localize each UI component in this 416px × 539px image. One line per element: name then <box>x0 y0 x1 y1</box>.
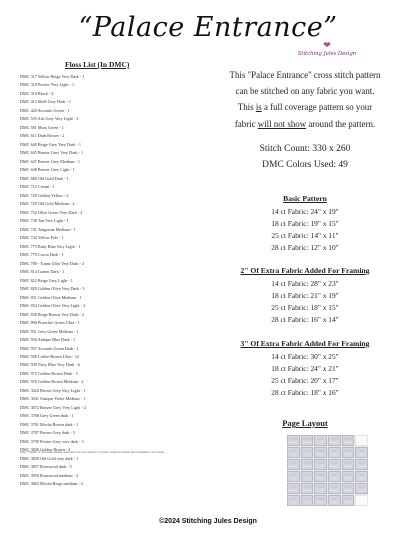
section-heading: 3" Of Extra Fabric Added For Framing <box>240 339 370 348</box>
floss-item: DMC 975 Golden Brown Dark - 3 <box>20 370 78 376</box>
fabric-size-row: 18 ct Fabric: 21" x 19" <box>271 291 339 301</box>
floss-item: DMC 647 Beaver Grey Medium - 1 <box>20 158 81 164</box>
floss-item: DMC 3781 Mocha Brown dark - 1 <box>20 421 79 427</box>
floss-item: DMC 712 Cream - 1 <box>20 184 55 190</box>
layout-page-thumbnail <box>342 447 355 458</box>
layout-page-thumbnail <box>355 495 368 506</box>
layout-page-thumbnail <box>314 435 327 446</box>
layout-page-thumbnail <box>301 495 314 506</box>
layout-page-thumbnail <box>355 459 368 470</box>
page-title: “Palace Entrance” <box>78 12 338 43</box>
floss-item: DMC 3858 Rosewood medium - 2 <box>20 472 79 478</box>
layout-page-thumbnail <box>328 483 341 494</box>
layout-page-thumbnail <box>328 447 341 458</box>
floss-item: DMC 413 Shell Grey Dark - 1 <box>20 99 71 105</box>
layout-page-thumbnail <box>328 471 341 482</box>
layout-page-thumbnail <box>355 483 368 494</box>
layout-page-thumbnail <box>301 435 314 446</box>
pattern-stats <box>204 141 406 173</box>
floss-footnote: (abbr) * Number of floss skeins needed is noted after each color based on 14 ct fabric, results are standard and are estimated to be accurate. <box>20 451 165 454</box>
fabric-size-row: 14 ct Fabric: 28" x 23" <box>271 279 339 288</box>
fabric-size-row: 18 ct Fabric: 24" x 21" <box>271 364 339 374</box>
fabric-size-row: 25 ct Fabric: 14" x 11" <box>271 231 339 241</box>
floss-item: DMC 645 Beaver Grey Very Dark - 1 <box>20 150 84 156</box>
layout-page-thumbnail <box>342 471 355 482</box>
underlined-text: is <box>255 102 262 113</box>
floss-item: DMC 937 Avocado Green Dark - 1 <box>20 345 79 351</box>
layout-page-thumbnail <box>355 447 368 458</box>
intro-line: can be stitched on any fabric you want. <box>235 86 375 97</box>
floss-item: DMC 775 Baby Blue Very Light - 1 <box>20 243 81 249</box>
floss-item: DMC 938 Coffee Brown Ultra - 12 <box>20 353 80 359</box>
floss-item: DMC 317 Yellow Beige Very Dark - 1 <box>20 74 85 79</box>
floss-item: DMC 779 Cocoa Dark - 1 <box>20 252 64 258</box>
floss-item: DMC 3826 Golden Brown - 2 <box>20 447 71 453</box>
fabric-size-row: 18 ct Fabric: 19" x 15" <box>271 219 339 229</box>
layout-page-thumbnail <box>328 459 341 470</box>
floss-item: DMC 780 - Topaz Ultra Very Dark - 2 <box>20 260 84 266</box>
floss-item: DMC 3041 Antique Violet Medium - 1 <box>20 396 86 402</box>
floss-item: DMC 318 Pewter Very Light - 1 <box>20 82 75 88</box>
floss-list-heading: Floss List (In DMC) <box>65 60 130 69</box>
floss-item: DMC 310 Black - 4 <box>20 90 54 96</box>
layout-page-thumbnail <box>342 459 355 470</box>
floss-item: DMC 939 Navy Blue Very Dark - 6 <box>20 362 80 368</box>
extra-2in-section <box>204 265 406 326</box>
layout-page-thumbnail <box>355 471 368 482</box>
fabric-size-row: 14 ct Fabric: 30" x 25" <box>271 352 339 361</box>
floss-item: DMC 732 Olive Green Very Dark - 2 <box>20 209 83 215</box>
layout-page-thumbnail <box>314 471 327 482</box>
layout-page-thumbnail <box>328 435 341 446</box>
layout-page-thumbnail <box>342 435 355 446</box>
fabric-size-row: 14 ct Fabric: 24" x 19" <box>271 207 339 216</box>
layout-page-thumbnail <box>314 447 327 458</box>
layout-page-thumbnail <box>314 483 327 494</box>
floss-item: DMC 611 Drab Brown - 2 <box>20 133 65 139</box>
floss-item: DMC 728 Golden Yellow - 2 <box>20 192 69 198</box>
floss-item: DMC 729 Old Gold Medium - 2 <box>20 201 75 207</box>
floss-item: DMC 930 Antique Blue Dark - 1 <box>20 337 76 343</box>
fabric-size-row: 28 ct Fabric: 12" x 10" <box>271 243 339 253</box>
floss-item: DMC 738 Tan Very Light - 1 <box>20 218 69 224</box>
floss-item: DMC 3024 Brown Grey Very Light - 1 <box>20 387 86 393</box>
floss-list <box>20 73 190 489</box>
floss-item: DMC 3072 Beaver Grey Very Light - 2 <box>20 404 86 410</box>
layout-page-thumbnail <box>301 483 314 494</box>
layout-page-thumbnail <box>355 435 368 446</box>
heart-icon: ❤ <box>323 41 331 51</box>
floss-item: DMC 3787 Brown Grey dark - 3 <box>20 430 75 436</box>
floss-item: DMC 931 Grey Green Medium - 1 <box>20 328 79 334</box>
floss-item: DMC 3857 Rosewood dark - 5 <box>20 464 72 470</box>
section-heading: Basic Pattern <box>283 194 327 203</box>
floss-item: DMC 581 Moss Green - 1 <box>20 124 64 130</box>
brand-logo <box>287 42 367 57</box>
layout-page-thumbnail <box>342 495 355 506</box>
section-heading: 2" Of Extra Fabric Added For Framing <box>240 266 370 275</box>
floss-item: DMC 976 Golden Brown Medium - 2 <box>20 379 84 385</box>
fabric-size-row: 28 ct Fabric: 16" x 14" <box>271 315 339 325</box>
intro-line: fabric will not show around the pattern. <box>234 118 376 129</box>
floss-item: DMC 741 Tangerine Medium - 1 <box>20 226 76 232</box>
floss-item: DMC 680 Old Gold Dark - 1 <box>20 175 69 181</box>
layout-page-thumbnail <box>287 447 300 458</box>
page-layout-grid <box>287 435 368 506</box>
layout-page-thumbnail <box>314 495 327 506</box>
intro-text <box>204 67 406 132</box>
floss-item: DMC 3768 Grey Green dark - 1 <box>20 413 74 419</box>
dmc-colors-used: DMC Colors Used: 49 <box>262 160 348 170</box>
layout-page-thumbnail <box>328 495 341 506</box>
layout-page-thumbnail <box>301 471 314 482</box>
floss-item: DMC 3829 Old Gold very dark - 1 <box>20 455 79 461</box>
underlined-text: will not show <box>257 118 307 129</box>
floss-item: DMC 829 Golden Olive Very Dark - 3 <box>20 286 85 292</box>
floss-item: DMC 648 Beaver Grey Light - 1 <box>20 167 75 173</box>
floss-item: DMC 640 Beige Grey Very Dark - 1 <box>20 141 81 147</box>
intro-line: This is a full coverage pattern so your <box>237 102 373 113</box>
intro-line: This "Palace Entrance" cross stitch pattern <box>229 70 381 80</box>
layout-page-thumbnail <box>301 447 314 458</box>
floss-item: DMC 831 Golden Olive Medium - 1 <box>20 294 82 300</box>
layout-page-thumbnail <box>287 435 300 446</box>
logo-text: Stitching Jules Design <box>297 51 357 57</box>
layout-page-thumbnail <box>342 483 355 494</box>
basic-pattern-section <box>204 193 406 254</box>
layout-page-thumbnail <box>287 483 300 494</box>
floss-item: DMC 814 Garnet Dark - 1 <box>20 269 65 275</box>
layout-page-thumbnail <box>287 495 300 506</box>
page-layout-heading: Page Layout <box>282 418 328 428</box>
floss-item: DMC 890 Pistachio Green Ultra - 1 <box>20 320 80 326</box>
floss-item: DMC 3863 Mocha Beige medium - 2 <box>20 481 83 487</box>
fabric-size-row: 28 ct Fabric: 18" x 16" <box>271 388 339 398</box>
copyright-footer: ©2024 Stitching Jules Design <box>159 518 257 525</box>
floss-item: DMC 834 Golden Olive Very Light - 2 <box>20 303 86 309</box>
floss-item: DMC 420 Avocado Green - 1 <box>20 107 70 113</box>
stitch-count: Stitch Count: 330 x 260 <box>259 144 351 154</box>
floss-item: DMC 3799 Pewter Grey very dark - 3 <box>20 438 84 444</box>
layout-page-thumbnail <box>314 459 327 470</box>
layout-page-thumbnail <box>301 459 314 470</box>
floss-item: DMC 838 Beige Brown Very Dark - 2 <box>20 311 85 317</box>
extra-3in-section <box>204 338 406 399</box>
layout-page-thumbnail <box>287 471 300 482</box>
floss-item: DMC 744 Yellow Pale - 1 <box>20 235 64 241</box>
floss-item: DMC 822 Beige Grey Light - 1 <box>20 277 73 283</box>
fabric-size-row: 25 ct Fabric: 20" x 17" <box>271 376 339 386</box>
layout-page-thumbnail <box>287 459 300 470</box>
floss-item: DMC 535 Ash Grey Very Light - 2 <box>20 116 79 122</box>
fabric-size-row: 25 ct Fabric: 18" x 15" <box>271 303 339 313</box>
